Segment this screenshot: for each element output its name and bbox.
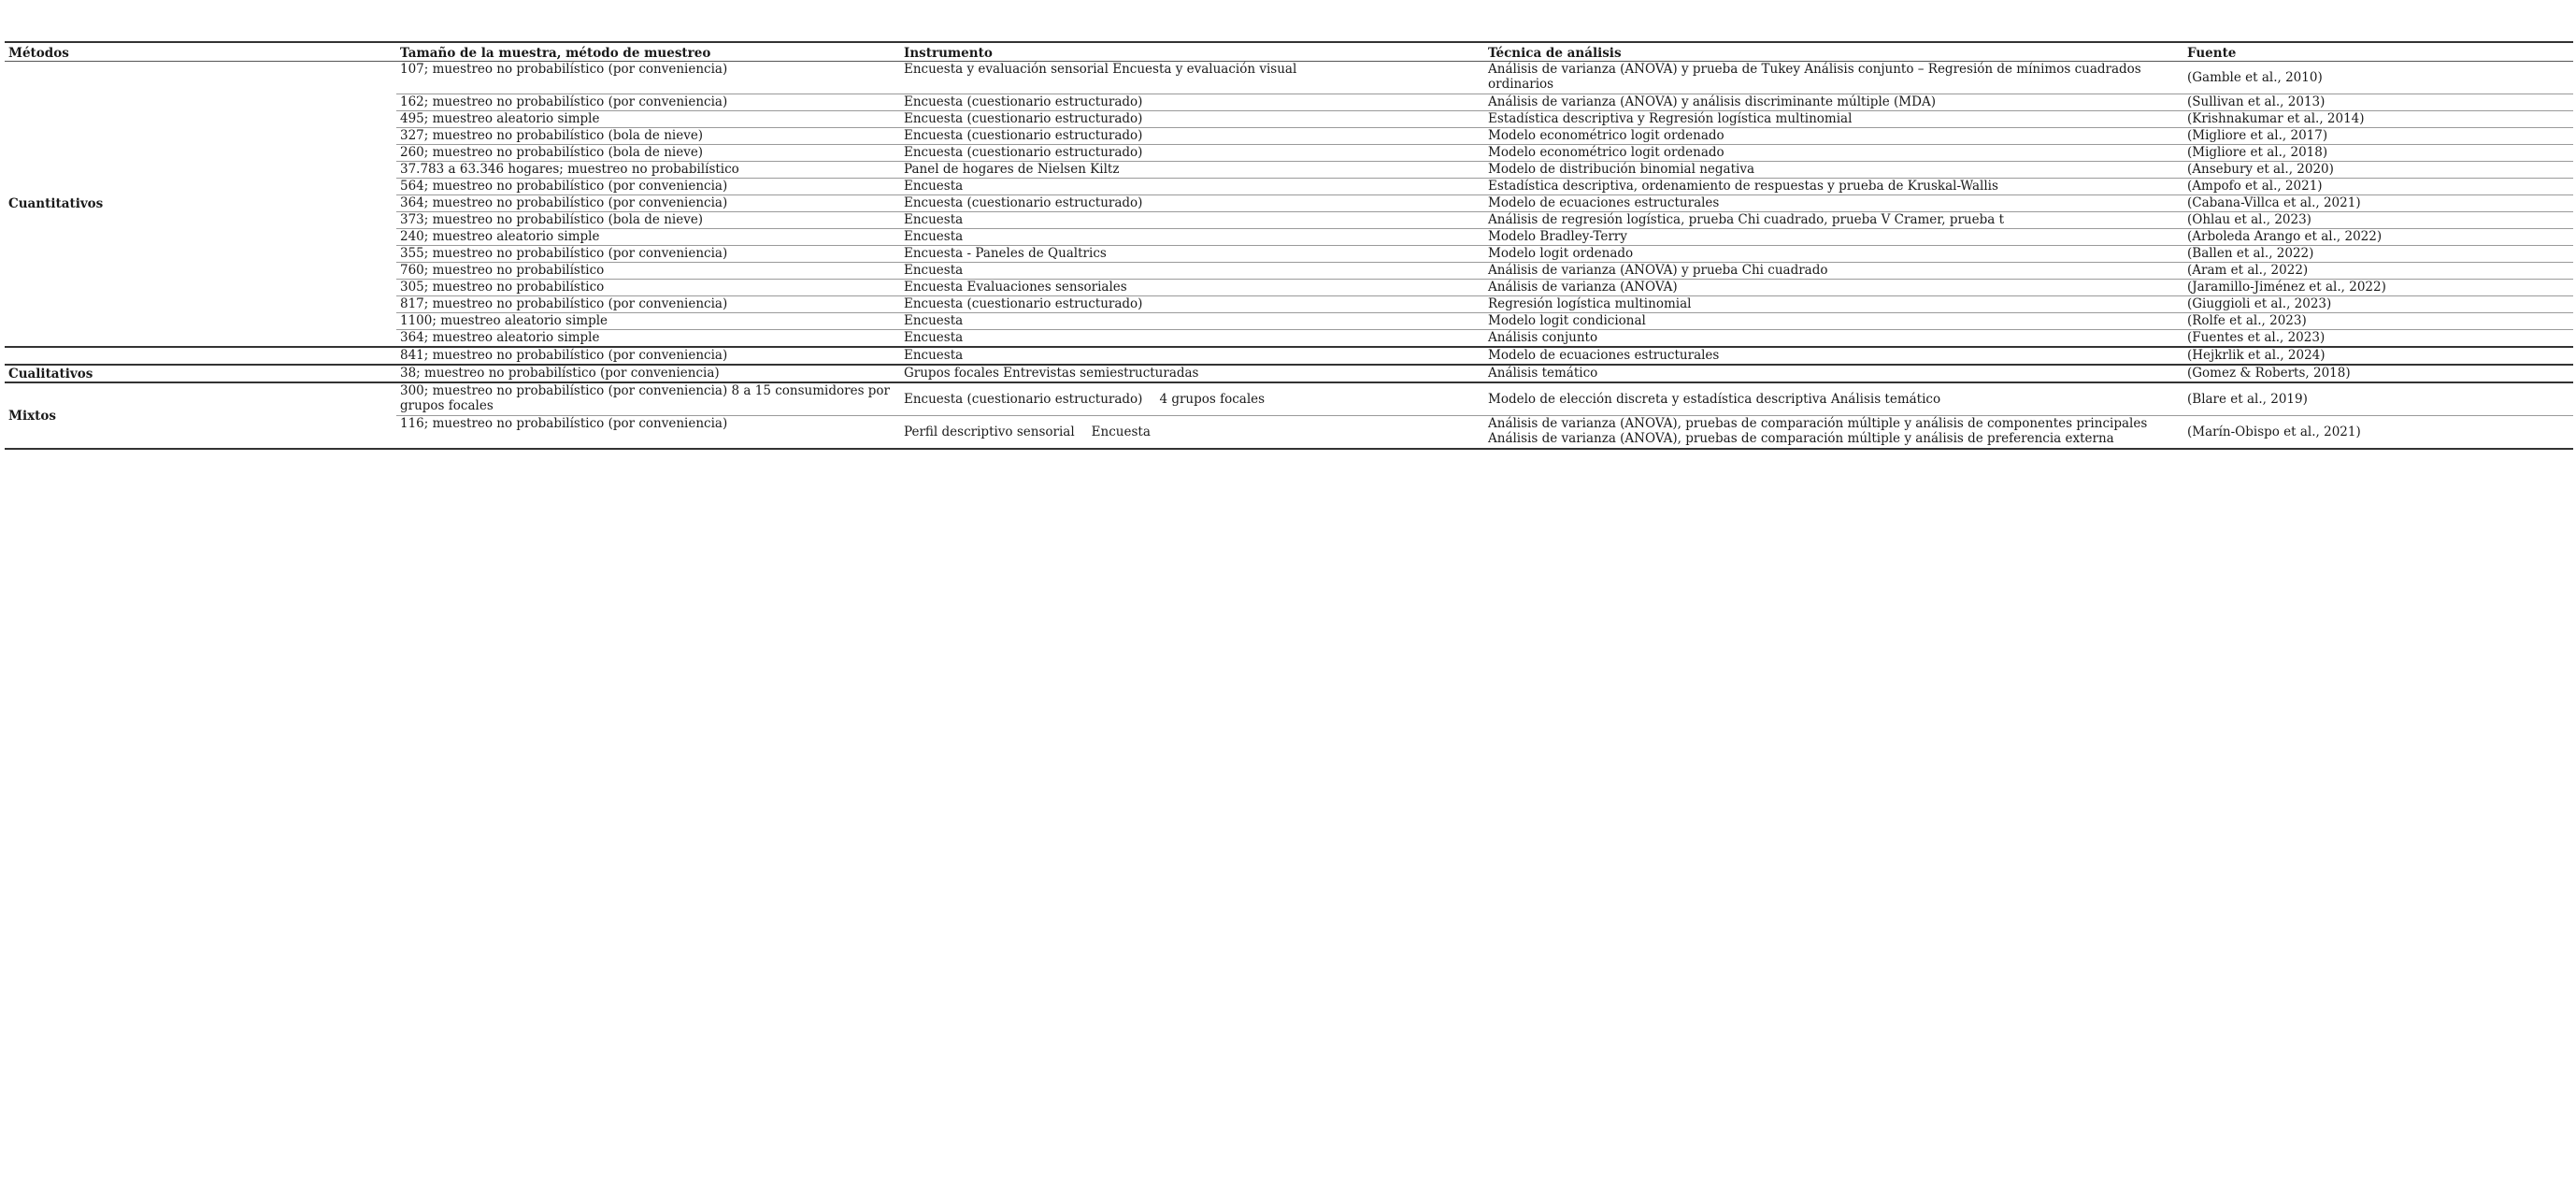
sample-cell: 260; muestreo no probabilístico (bola de nieve) bbox=[396, 145, 900, 162]
table-row bbox=[5, 365, 2573, 382]
instrument-cell: Encuesta (cuestionario estructurado) bbox=[900, 145, 1484, 162]
source-cell: (Aram et al., 2022) bbox=[2183, 263, 2573, 280]
source-cell: (Sullivan et al., 2013) bbox=[2183, 94, 2573, 111]
technique-cell: Modelo logit ordenado bbox=[1484, 246, 2183, 263]
instrument-cell: Encuesta bbox=[900, 347, 1484, 365]
source-cell: (Giuggioli et al., 2023) bbox=[2183, 296, 2573, 313]
sample-cell: 495; muestreo aleatorio simple bbox=[396, 111, 900, 128]
source-cell: (Ohlau et al., 2023) bbox=[2183, 212, 2573, 229]
sample-cell: 116; muestreo no probabilístico (por conveniencia) bbox=[396, 416, 900, 450]
header-row bbox=[5, 42, 2573, 62]
instrument-cell: Encuesta bbox=[900, 330, 1484, 348]
source-cell: (Arboleda Arango et al., 2022) bbox=[2183, 229, 2573, 246]
source-cell: (Marín-Obispo et al., 2021) bbox=[2183, 416, 2573, 450]
header-tamano-muestra: Tamaño de la muestra, método de muestreo bbox=[396, 42, 900, 62]
technique-cell: Análisis temático bbox=[1484, 365, 2183, 382]
source-cell: (Migliore et al., 2018) bbox=[2183, 145, 2573, 162]
technique-cell: Análisis de varianza (ANOVA) y prueba de Tukey Análisis conjunto – Regresión de mínimos cuadrados ordinarios bbox=[1484, 62, 2183, 94]
technique-cell: Modelo de distribución binomial negativa bbox=[1484, 162, 2183, 179]
sample-cell: 327; muestreo no probabilístico (bola de nieve) bbox=[396, 128, 900, 145]
instrument-cell: Encuesta (cuestionario estructurado) bbox=[900, 296, 1484, 313]
instrument-cell: Encuesta bbox=[900, 212, 1484, 229]
sample-cell: 364; muestreo no probabilístico (por conveniencia) bbox=[396, 195, 900, 212]
technique-cell: Modelo de ecuaciones estructurales bbox=[1484, 347, 2183, 365]
source-cell: (Migliore et al., 2017) bbox=[2183, 128, 2573, 145]
technique-cell: Análisis de varianza (ANOVA) bbox=[1484, 280, 2183, 296]
technique-line: Análisis de varianza (ANOVA), pruebas de comparación múltiple y análisis de componentes principales bbox=[1488, 416, 2148, 431]
technique-cell: Modelo econométrico logit ordenado bbox=[1484, 128, 2183, 145]
table-row bbox=[5, 62, 2573, 94]
header-fuente: Fuente bbox=[2183, 42, 2573, 62]
table-row bbox=[5, 382, 2573, 416]
method-cell: Cuantitativos bbox=[5, 62, 396, 348]
source-cell: (Ballen et al., 2022) bbox=[2183, 246, 2573, 263]
instrument-cell: Encuesta (cuestionario estructurado) bbox=[900, 111, 1484, 128]
technique-cell bbox=[1484, 416, 2183, 450]
technique-cell: Análisis conjunto bbox=[1484, 330, 2183, 348]
instrument-part: Perfil descriptivo sensorial bbox=[904, 425, 1075, 439]
sample-cell: 162; muestreo no probabilístico (por conveniencia) bbox=[396, 94, 900, 111]
source-cell: (Ansebury et al., 2020) bbox=[2183, 162, 2573, 179]
sample-cell: 1100; muestreo aleatorio simple bbox=[396, 313, 900, 330]
instrument-cell: Encuesta (cuestionario estructurado) bbox=[900, 128, 1484, 145]
technique-cell: Modelo de ecuaciones estructurales bbox=[1484, 195, 2183, 212]
method-cell bbox=[5, 347, 396, 365]
instrument-part: Encuesta bbox=[1091, 425, 1151, 439]
instrument-cell bbox=[900, 416, 1484, 450]
source-cell: (Hejkrlik et al., 2024) bbox=[2183, 347, 2573, 365]
technique-cell: Estadística descriptiva y Regresión logística multinomial bbox=[1484, 111, 2183, 128]
technique-cell: Análisis de varianza (ANOVA) y análisis discriminante múltiple (MDA) bbox=[1484, 94, 2183, 111]
method-cell: Mixtos bbox=[5, 382, 396, 449]
source-cell: (Rolfe et al., 2023) bbox=[2183, 313, 2573, 330]
technique-cell: Modelo econométrico logit ordenado bbox=[1484, 145, 2183, 162]
sample-cell: 760; muestreo no probabilístico bbox=[396, 263, 900, 280]
instrument-cell: Encuesta (cuestionario estructurado) bbox=[900, 195, 1484, 212]
technique-cell: Análisis de regresión logística, prueba Chi cuadrado, prueba V Cramer, prueba t bbox=[1484, 212, 2183, 229]
source-cell: (Blare et al., 2019) bbox=[2183, 382, 2573, 416]
source-cell: (Jaramillo-Jiménez et al., 2022) bbox=[2183, 280, 2573, 296]
sample-cell: 107; muestreo no probabilístico (por conveniencia) bbox=[396, 62, 900, 94]
sample-cell: 841; muestreo no probabilístico (por conveniencia) bbox=[396, 347, 900, 365]
technique-cell: Regresión logística multinomial bbox=[1484, 296, 2183, 313]
source-cell: (Cabana-Villca et al., 2021) bbox=[2183, 195, 2573, 212]
instrument-cell bbox=[900, 382, 1484, 416]
technique-cell: Estadística descriptiva, ordenamiento de respuestas y prueba de Kruskal-Wallis bbox=[1484, 179, 2183, 195]
instrument-cell: Encuesta Evaluaciones sensoriales bbox=[900, 280, 1484, 296]
instrument-cell: Encuesta bbox=[900, 229, 1484, 246]
method-cell: Cualitativos bbox=[5, 365, 396, 382]
instrument-cell: Encuesta - Paneles de Qualtrics bbox=[900, 246, 1484, 263]
header-metodos: Métodos bbox=[5, 42, 396, 62]
instrument-cell: Encuesta (cuestionario estructurado) bbox=[900, 94, 1484, 111]
instrument-cell: Encuesta bbox=[900, 263, 1484, 280]
sample-cell: 373; muestreo no probabilístico (bola de nieve) bbox=[396, 212, 900, 229]
sample-cell: 364; muestreo aleatorio simple bbox=[396, 330, 900, 348]
source-cell: (Ampofo et al., 2021) bbox=[2183, 179, 2573, 195]
instrument-cell: Encuesta y evaluación sensorial Encuesta y evaluación visual bbox=[900, 62, 1484, 94]
header-instrumento: Instrumento bbox=[900, 42, 1484, 62]
header-tecnica: Técnica de análisis bbox=[1484, 42, 2183, 62]
technique-line: Análisis de varianza (ANOVA), pruebas de comparación múltiple y análisis de preferencia externa bbox=[1488, 431, 2114, 446]
sample-cell: 38; muestreo no probabilístico (por conveniencia) bbox=[396, 365, 900, 382]
technique-cell: Modelo de elección discreta y estadística descriptiva Análisis temático bbox=[1484, 382, 2183, 416]
table-body bbox=[5, 62, 2573, 450]
sample-cell: 564; muestreo no probabilístico (por conveniencia) bbox=[396, 179, 900, 195]
source-cell: (Gamble et al., 2010) bbox=[2183, 62, 2573, 94]
sample-cell: 817; muestreo no probabilístico (por conveniencia) bbox=[396, 296, 900, 313]
sample-cell: 355; muestreo no probabilístico (por conveniencia) bbox=[396, 246, 900, 263]
sample-cell: 305; muestreo no probabilístico bbox=[396, 280, 900, 296]
methods-table bbox=[5, 41, 2573, 450]
instrument-part: Encuesta (cuestionario estructurado) bbox=[904, 392, 1143, 407]
sample-cell: 37.783 a 63.346 hogares; muestreo no probabilístico bbox=[396, 162, 900, 179]
source-cell: (Gomez & Roberts, 2018) bbox=[2183, 365, 2573, 382]
sample-cell: 300; muestreo no probabilístico (por conveniencia) 8 a 15 consumidores por grupos focales bbox=[396, 382, 900, 416]
source-cell: (Krishnakumar et al., 2014) bbox=[2183, 111, 2573, 128]
technique-cell: Modelo logit condicional bbox=[1484, 313, 2183, 330]
sample-cell: 240; muestreo aleatorio simple bbox=[396, 229, 900, 246]
instrument-cell: Panel de hogares de Nielsen Kiltz bbox=[900, 162, 1484, 179]
instrument-cell: Encuesta bbox=[900, 313, 1484, 330]
instrument-cell: Grupos focales Entrevistas semiestructuradas bbox=[900, 365, 1484, 382]
technique-cell: Modelo Bradley-Terry bbox=[1484, 229, 2183, 246]
instrument-cell: Encuesta bbox=[900, 179, 1484, 195]
source-cell: (Fuentes et al., 2023) bbox=[2183, 330, 2573, 348]
instrument-part: 4 grupos focales bbox=[1159, 392, 1266, 407]
technique-cell: Análisis de varianza (ANOVA) y prueba Chi cuadrado bbox=[1484, 263, 2183, 280]
table-row bbox=[5, 347, 2573, 365]
